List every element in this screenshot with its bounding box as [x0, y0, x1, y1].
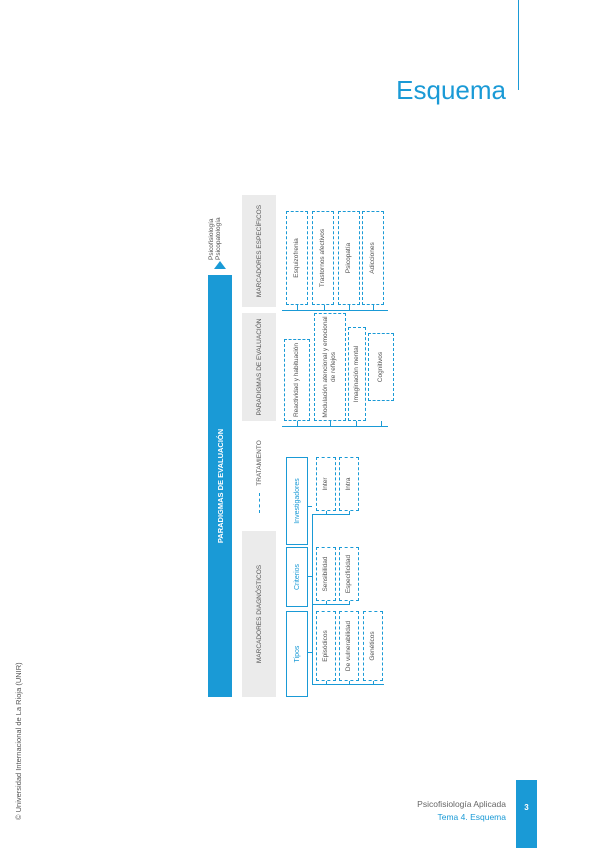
- main-bar: PARADIGMAS DE EVALUACIÓN: [208, 275, 232, 697]
- connector: [297, 305, 298, 311]
- connector: [326, 511, 327, 515]
- item-inter: Inter: [316, 457, 336, 511]
- connector: [349, 681, 350, 685]
- header-marcadores-diagnosticos: MARCADORES DIAGNÓSTICOS: [242, 531, 276, 697]
- page-title: Esquema: [396, 75, 506, 105]
- item-afectivos: Trastornos afectivos: [312, 211, 334, 305]
- item-esquizofrenia: Esquizofrenia: [286, 211, 308, 305]
- copyright-text: © Universidad Internacional de La Rioja (UNIR): [14, 662, 23, 820]
- item-cognitivos: Cognitivos: [368, 333, 394, 401]
- item-episodicos: Episódicos: [316, 611, 336, 681]
- item-adicciones: Adicciones: [362, 211, 384, 305]
- connector: [373, 681, 374, 685]
- item-sensibilidad: Sensibilidad: [316, 547, 336, 601]
- connector: [349, 305, 350, 311]
- header-especificos: MARCADORES ESPECÍFICOS: [242, 195, 276, 307]
- connector: [330, 421, 331, 427]
- scheme-diagram: [208, 187, 392, 697]
- page-number: 3: [516, 780, 537, 848]
- side-label: Psicofisiología: [208, 218, 215, 260]
- item-reactividad: Reactividad y habituación: [284, 339, 310, 421]
- connector: [312, 514, 350, 515]
- connector: [312, 515, 313, 685]
- connector: [373, 305, 374, 311]
- footer-topic: Tema 4. Esquema: [437, 812, 506, 822]
- item-vulnerabilidad: De vulnerabilidad: [339, 611, 359, 681]
- item-imaginacion: Imaginación mental: [348, 327, 366, 421]
- top-rule: [518, 0, 519, 90]
- connector: [297, 421, 298, 427]
- side-label: Psicopatología: [215, 217, 223, 260]
- connector: [326, 681, 327, 685]
- connector: [312, 604, 350, 605]
- connector: [308, 506, 312, 507]
- connector: [349, 511, 350, 515]
- footer-course: Psicofisiología Aplicada: [417, 799, 506, 809]
- connector: [356, 421, 357, 427]
- connector: [324, 305, 325, 311]
- group-tipos: Tipos: [286, 611, 308, 697]
- connector: [349, 601, 350, 605]
- item-modulacion: Modulación atencional y emocional de reflejos: [314, 313, 346, 421]
- group-criterios: Criterios: [286, 547, 308, 607]
- item-psicopatia: Psicopatía: [338, 211, 360, 305]
- item-intra: Intra: [339, 457, 359, 511]
- side-labels: [208, 190, 238, 260]
- group-investigadores: Investigadores: [286, 457, 308, 545]
- item-geneticos: Genéticos: [363, 611, 383, 681]
- item-especificidad: Especificidad: [339, 547, 359, 601]
- connector: [326, 601, 327, 605]
- bar-arrow: [214, 261, 226, 269]
- tratamiento-connector: [259, 493, 260, 513]
- connector: [381, 421, 382, 427]
- header-paradigmas: PARADIGMAS DE EVALUACIÓN: [242, 313, 276, 421]
- header-tratamiento: TRATAMIENTO: [255, 440, 263, 486]
